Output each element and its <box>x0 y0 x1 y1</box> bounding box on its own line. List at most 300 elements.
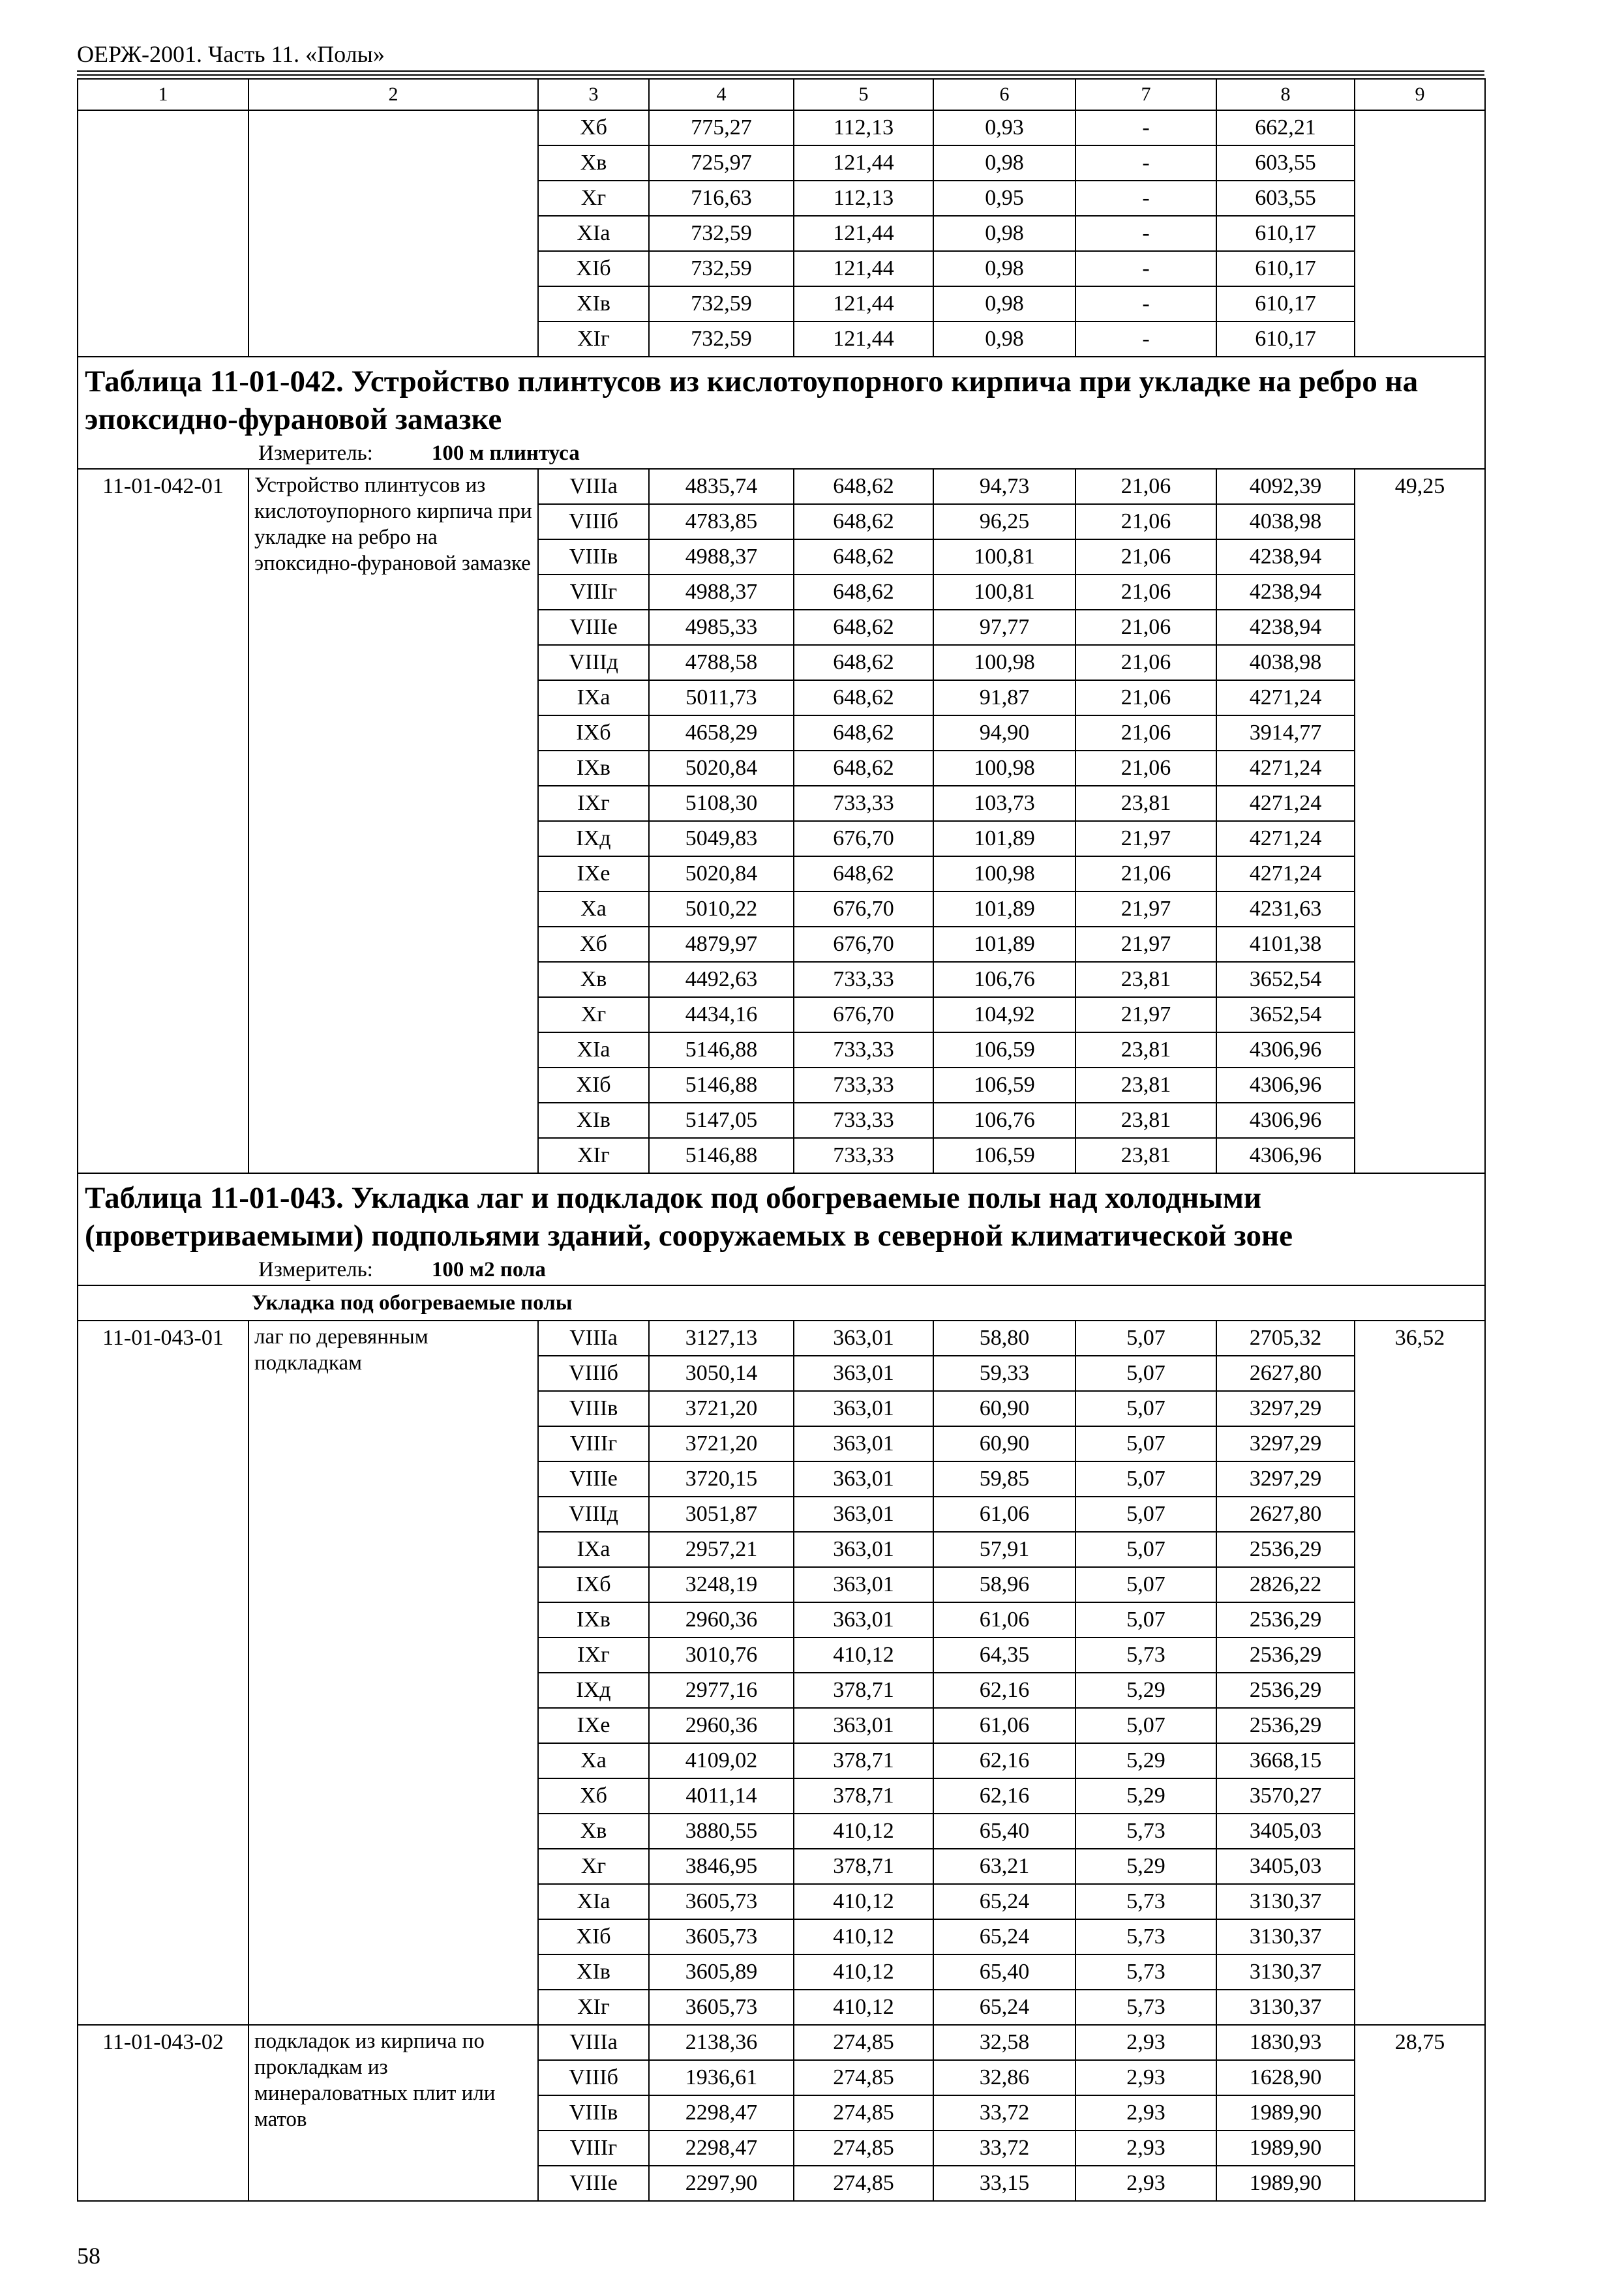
value-cell: 96,25 <box>933 504 1075 539</box>
value-cell: 2705,32 <box>1216 1321 1355 1356</box>
value-cell: 648,62 <box>794 539 933 575</box>
value-cell: 3130,37 <box>1216 1884 1355 1919</box>
value-cell: 3130,37 <box>1216 1990 1355 2025</box>
value-cell: 33,72 <box>933 2131 1075 2166</box>
column-number: 1 <box>78 79 248 110</box>
value-cell: 94,90 <box>933 715 1075 751</box>
value-cell: 100,98 <box>933 856 1075 891</box>
value-cell: 65,40 <box>933 1954 1075 1990</box>
value-cell: 0,98 <box>933 145 1075 181</box>
value-cell: 3914,77 <box>1216 715 1355 751</box>
value-cell: 4783,85 <box>649 504 794 539</box>
code-cell <box>78 110 248 357</box>
value-cell: 648,62 <box>794 715 933 751</box>
value-cell: Xг <box>538 1849 649 1884</box>
value-cell: IXв <box>538 751 649 786</box>
value-cell: 5146,88 <box>649 1032 794 1068</box>
value-cell: 1628,90 <box>1216 2060 1355 2095</box>
value-cell: 21,06 <box>1075 715 1216 751</box>
value-cell: 0,98 <box>933 322 1075 357</box>
value-cell: XIа <box>538 1884 649 1919</box>
value-cell: 5,07 <box>1075 1391 1216 1426</box>
value-cell: 4306,96 <box>1216 1032 1355 1068</box>
item-code: 11-01-043-02 <box>78 2025 248 2201</box>
value-cell: 3130,37 <box>1216 1954 1355 1990</box>
value-cell: 32,58 <box>933 2025 1075 2060</box>
value-cell: 676,70 <box>794 927 933 962</box>
item-description: лаг по деревянным подкладкам <box>248 1321 538 2025</box>
value-cell: VIIIг <box>538 1426 649 1461</box>
value-cell: 5,07 <box>1075 1321 1216 1356</box>
value-cell: XIг <box>538 1990 649 2025</box>
item-col9: 28,75 <box>1355 2025 1485 2201</box>
value-cell: - <box>1075 216 1216 251</box>
value-cell: 410,12 <box>794 1638 933 1673</box>
value-cell: 2960,36 <box>649 1708 794 1743</box>
value-cell: 121,44 <box>794 286 933 322</box>
value-cell: 57,91 <box>933 1532 1075 1567</box>
value-cell: VIIIд <box>538 1497 649 1532</box>
value-cell: 363,01 <box>794 1532 933 1567</box>
value-cell: 4306,96 <box>1216 1103 1355 1138</box>
value-cell: IXг <box>538 1638 649 1673</box>
value-cell: 65,24 <box>933 1990 1075 2025</box>
value-cell: 3605,73 <box>649 1990 794 2025</box>
value-cell: 32,86 <box>933 2060 1075 2095</box>
column-number: 9 <box>1355 79 1485 110</box>
table-title: Таблица 11-01-042. Устройство плинтусов из кислотоупорного кирпича при укладке на ребро на эпоксидно-фурановой замазке <box>85 365 1419 436</box>
value-cell: 5,07 <box>1075 1426 1216 1461</box>
value-cell: 59,85 <box>933 1461 1075 1497</box>
value-cell: 274,85 <box>794 2095 933 2131</box>
value-cell: IXб <box>538 715 649 751</box>
value-cell: 378,71 <box>794 1849 933 1884</box>
value-cell: 1936,61 <box>649 2060 794 2095</box>
value-cell: VIIIб <box>538 1356 649 1391</box>
value-cell: 2,93 <box>1075 2060 1216 2095</box>
value-cell: VIIIе <box>538 610 649 645</box>
value-cell: 5,29 <box>1075 1849 1216 1884</box>
unit-line <box>85 1255 1478 1285</box>
value-cell: XIг <box>538 322 649 357</box>
value-cell: 21,06 <box>1075 645 1216 680</box>
value-cell: 378,71 <box>794 1673 933 1708</box>
value-cell: 378,71 <box>794 1778 933 1814</box>
value-cell: 21,97 <box>1075 997 1216 1032</box>
value-cell: 21,06 <box>1075 575 1216 610</box>
value-cell: 106,59 <box>933 1032 1075 1068</box>
value-cell: 4038,98 <box>1216 645 1355 680</box>
value-cell: 1989,90 <box>1216 2131 1355 2166</box>
header-rule-2 <box>77 74 1484 76</box>
value-cell: IXг <box>538 786 649 821</box>
value-cell: 4238,94 <box>1216 575 1355 610</box>
value-cell: 5020,84 <box>649 751 794 786</box>
value-cell: 21,06 <box>1075 610 1216 645</box>
value-cell: 732,59 <box>649 322 794 357</box>
value-cell: 5,73 <box>1075 1954 1216 1990</box>
value-cell: 21,06 <box>1075 856 1216 891</box>
value-cell: 610,17 <box>1216 322 1355 357</box>
value-cell: 4306,96 <box>1216 1138 1355 1173</box>
table-title: Таблица 11-01-043. Укладка лаг и подкладок под обогреваемые полы над холодными (проветриваемыми) подпольями зданий, сооружаемых в северной климатической зоне <box>85 1181 1293 1253</box>
value-cell: 4835,74 <box>649 469 794 504</box>
value-cell: 5,29 <box>1075 1673 1216 1708</box>
value-cell: 5146,88 <box>649 1068 794 1103</box>
value-cell: 363,01 <box>794 1426 933 1461</box>
value-cell: 3652,54 <box>1216 962 1355 997</box>
rates-table-body <box>78 79 1485 2201</box>
value-cell: 3605,89 <box>649 1954 794 1990</box>
value-cell: 648,62 <box>794 575 933 610</box>
value-cell: 648,62 <box>794 680 933 715</box>
value-cell: 363,01 <box>794 1321 933 1356</box>
value-cell: 5,73 <box>1075 1990 1216 2025</box>
value-cell: XIб <box>538 1919 649 1954</box>
value-cell: 2138,36 <box>649 2025 794 2060</box>
value-cell: 2536,29 <box>1216 1532 1355 1567</box>
value-cell: 61,06 <box>933 1708 1075 1743</box>
value-cell: 2536,29 <box>1216 1602 1355 1638</box>
value-cell: 5,07 <box>1075 1356 1216 1391</box>
value-cell: 610,17 <box>1216 251 1355 286</box>
header-rule <box>77 70 1484 72</box>
value-cell: 733,33 <box>794 1068 933 1103</box>
value-cell: XIг <box>538 1138 649 1173</box>
value-cell: Xв <box>538 962 649 997</box>
value-cell: 648,62 <box>794 610 933 645</box>
value-cell: 5,07 <box>1075 1567 1216 1602</box>
unit-value: 100 м2 пола <box>431 1258 546 1281</box>
value-cell: 363,01 <box>794 1391 933 1426</box>
value-cell: 410,12 <box>794 1884 933 1919</box>
value-cell: 23,81 <box>1075 1103 1216 1138</box>
value-cell: 2977,16 <box>649 1673 794 1708</box>
value-cell: 5,73 <box>1075 1638 1216 1673</box>
value-cell: 3010,76 <box>649 1638 794 1673</box>
value-cell: 5146,88 <box>649 1138 794 1173</box>
value-cell: 91,87 <box>933 680 1075 715</box>
value-cell: IXд <box>538 821 649 856</box>
value-cell: 121,44 <box>794 145 933 181</box>
value-cell: 610,17 <box>1216 286 1355 322</box>
value-cell: 5147,05 <box>649 1103 794 1138</box>
value-cell: 3605,73 <box>649 1884 794 1919</box>
value-cell: 2,93 <box>1075 2166 1216 2201</box>
value-cell: 410,12 <box>794 1919 933 1954</box>
value-cell: 4271,24 <box>1216 786 1355 821</box>
value-cell: 363,01 <box>794 1708 933 1743</box>
value-cell: 3570,27 <box>1216 1778 1355 1814</box>
value-cell: 4879,97 <box>649 927 794 962</box>
value-cell: 21,97 <box>1075 891 1216 927</box>
table-title-row <box>78 1173 1485 1285</box>
value-cell: 3297,29 <box>1216 1461 1355 1497</box>
value-cell: VIIIд <box>538 645 649 680</box>
column-number: 8 <box>1216 79 1355 110</box>
value-cell: 5,73 <box>1075 1884 1216 1919</box>
value-cell: 5,29 <box>1075 1778 1216 1814</box>
value-cell: 363,01 <box>794 1567 933 1602</box>
value-cell: XIв <box>538 286 649 322</box>
value-cell: VIIIе <box>538 2166 649 2201</box>
value-cell: 2536,29 <box>1216 1638 1355 1673</box>
value-cell: 121,44 <box>794 322 933 357</box>
value-cell: 104,92 <box>933 997 1075 1032</box>
value-cell: 3050,14 <box>649 1356 794 1391</box>
value-cell: 5049,83 <box>649 821 794 856</box>
value-cell: Xв <box>538 1814 649 1849</box>
value-cell: 648,62 <box>794 469 933 504</box>
value-cell: 378,71 <box>794 1743 933 1778</box>
table-title-row <box>78 357 1485 469</box>
value-cell: IXе <box>538 1708 649 1743</box>
value-cell: 2536,29 <box>1216 1708 1355 1743</box>
value-cell: 410,12 <box>794 1814 933 1849</box>
value-cell: XIв <box>538 1954 649 1990</box>
value-cell: 363,01 <box>794 1497 933 1532</box>
value-cell: 732,59 <box>649 251 794 286</box>
value-cell: VIIIа <box>538 1321 649 1356</box>
value-cell: 3405,03 <box>1216 1849 1355 1884</box>
value-cell: 2627,80 <box>1216 1356 1355 1391</box>
value-cell: 23,81 <box>1075 1138 1216 1173</box>
value-cell: 4092,39 <box>1216 469 1355 504</box>
value-cell: 4238,94 <box>1216 610 1355 645</box>
value-cell: 363,01 <box>794 1602 933 1638</box>
value-cell: 21,06 <box>1075 751 1216 786</box>
value-cell: 3405,03 <box>1216 1814 1355 1849</box>
value-cell: 5010,22 <box>649 891 794 927</box>
value-cell: 62,16 <box>933 1778 1075 1814</box>
value-cell: - <box>1075 286 1216 322</box>
table-title-cell <box>78 357 1485 469</box>
value-cell: 363,01 <box>794 1461 933 1497</box>
value-cell: Xг <box>538 181 649 216</box>
value-cell: 21,06 <box>1075 504 1216 539</box>
value-cell: 4988,37 <box>649 575 794 610</box>
value-cell: 4271,24 <box>1216 856 1355 891</box>
table-title-cell <box>78 1173 1485 1285</box>
value-cell: 4306,96 <box>1216 1068 1355 1103</box>
value-cell: VIIIг <box>538 575 649 610</box>
value-cell: 23,81 <box>1075 1068 1216 1103</box>
value-cell: VIIIа <box>538 2025 649 2060</box>
value-cell: XIв <box>538 1103 649 1138</box>
value-cell: 4101,38 <box>1216 927 1355 962</box>
value-cell: 0,98 <box>933 251 1075 286</box>
value-cell: 5,07 <box>1075 1461 1216 1497</box>
value-cell: 4271,24 <box>1216 751 1355 786</box>
value-cell: 21,97 <box>1075 821 1216 856</box>
value-cell: 100,98 <box>933 751 1075 786</box>
value-cell: 4271,24 <box>1216 821 1355 856</box>
value-cell: IXд <box>538 1673 649 1708</box>
value-cell: VIIIа <box>538 469 649 504</box>
value-cell: 106,76 <box>933 1103 1075 1138</box>
value-cell: 733,33 <box>794 786 933 821</box>
value-cell: 4492,63 <box>649 962 794 997</box>
value-cell: IXа <box>538 680 649 715</box>
value-cell: XIа <box>538 216 649 251</box>
value-cell: 363,01 <box>794 1356 933 1391</box>
value-cell: 733,33 <box>794 1103 933 1138</box>
value-cell: - <box>1075 181 1216 216</box>
value-cell: 2,93 <box>1075 2025 1216 2060</box>
value-cell: 2826,22 <box>1216 1567 1355 1602</box>
value-cell: 5020,84 <box>649 856 794 891</box>
value-cell: 2536,29 <box>1216 1673 1355 1708</box>
value-cell: 3297,29 <box>1216 1426 1355 1461</box>
value-cell: 274,85 <box>794 2060 933 2095</box>
value-cell: 3248,19 <box>649 1567 794 1602</box>
value-cell: 5,73 <box>1075 1919 1216 1954</box>
value-cell: 0,98 <box>933 216 1075 251</box>
value-cell: 64,35 <box>933 1638 1075 1673</box>
value-cell: XIб <box>538 251 649 286</box>
value-cell: 3668,15 <box>1216 1743 1355 1778</box>
value-cell: VIIIг <box>538 2131 649 2166</box>
table-row <box>78 110 1485 145</box>
value-cell: 3297,29 <box>1216 1391 1355 1426</box>
value-cell: 716,63 <box>649 181 794 216</box>
value-cell: 100,81 <box>933 575 1075 610</box>
value-cell: 4109,02 <box>649 1743 794 1778</box>
value-cell: 3605,73 <box>649 1919 794 1954</box>
value-cell: 60,90 <box>933 1391 1075 1426</box>
item-code: 11-01-043-01 <box>78 1321 248 2025</box>
value-cell: IXв <box>538 1602 649 1638</box>
value-cell: 4658,29 <box>649 715 794 751</box>
value-cell: 5108,30 <box>649 786 794 821</box>
value-cell: 23,81 <box>1075 1032 1216 1068</box>
table-row <box>78 469 1485 504</box>
value-cell: 101,89 <box>933 927 1075 962</box>
value-cell: 2,93 <box>1075 2095 1216 2131</box>
value-cell: 3721,20 <box>649 1391 794 1426</box>
value-cell: 3720,15 <box>649 1461 794 1497</box>
column-number-row <box>78 79 1485 110</box>
value-cell: 274,85 <box>794 2131 933 2166</box>
value-cell: 0,98 <box>933 286 1075 322</box>
value-cell: 58,80 <box>933 1321 1075 1356</box>
value-cell: 2960,36 <box>649 1602 794 1638</box>
value-cell: 23,81 <box>1075 786 1216 821</box>
value-cell: 603,55 <box>1216 181 1355 216</box>
value-cell: - <box>1075 251 1216 286</box>
value-cell: 33,15 <box>933 2166 1075 2201</box>
value-cell: 5,07 <box>1075 1497 1216 1532</box>
value-cell: Xб <box>538 110 649 145</box>
value-cell: 775,27 <box>649 110 794 145</box>
column-number: 7 <box>1075 79 1216 110</box>
value-cell: 732,59 <box>649 286 794 322</box>
value-cell: 121,44 <box>794 251 933 286</box>
value-cell: 274,85 <box>794 2025 933 2060</box>
value-cell: 23,81 <box>1075 962 1216 997</box>
value-cell: 60,90 <box>933 1426 1075 1461</box>
value-cell: 2298,47 <box>649 2095 794 2131</box>
value-cell: 274,85 <box>794 2166 933 2201</box>
value-cell: 112,13 <box>794 110 933 145</box>
value-cell: 725,97 <box>649 145 794 181</box>
value-cell: 4011,14 <box>649 1778 794 1814</box>
value-cell: - <box>1075 322 1216 357</box>
value-cell: 61,06 <box>933 1497 1075 1532</box>
value-cell: 2298,47 <box>649 2131 794 2166</box>
value-cell: 410,12 <box>794 1954 933 1990</box>
value-cell: VIIIб <box>538 2060 649 2095</box>
value-cell: 62,16 <box>933 1743 1075 1778</box>
value-cell: 21,06 <box>1075 469 1216 504</box>
value-cell: IXб <box>538 1567 649 1602</box>
value-cell: 733,33 <box>794 1138 933 1173</box>
value-cell: 5,07 <box>1075 1602 1216 1638</box>
value-cell: 121,44 <box>794 216 933 251</box>
value-cell: Xб <box>538 927 649 962</box>
value-cell: 4271,24 <box>1216 680 1355 715</box>
value-cell: 63,21 <box>933 1849 1075 1884</box>
value-cell: 58,96 <box>933 1567 1075 1602</box>
value-cell: 103,73 <box>933 786 1075 821</box>
value-cell: Xв <box>538 145 649 181</box>
table-row <box>78 1321 1485 1356</box>
value-cell: 21,06 <box>1075 539 1216 575</box>
value-cell: 65,24 <box>933 1884 1075 1919</box>
value-cell: 4788,58 <box>649 645 794 680</box>
value-cell: 610,17 <box>1216 216 1355 251</box>
value-cell: 33,72 <box>933 2095 1075 2131</box>
value-cell: 676,70 <box>794 997 933 1032</box>
value-cell: VIIIб <box>538 504 649 539</box>
column-number: 3 <box>538 79 649 110</box>
value-cell: 65,24 <box>933 1919 1075 1954</box>
value-cell: 3652,54 <box>1216 997 1355 1032</box>
value-cell: 4038,98 <box>1216 504 1355 539</box>
value-cell: VIIIв <box>538 539 649 575</box>
running-header: ОЕРЖ-2001. Часть 11. «Полы» <box>77 41 385 67</box>
value-cell: 410,12 <box>794 1990 933 2025</box>
unit-label: Измеритель: <box>258 441 373 465</box>
value-cell: 4231,63 <box>1216 891 1355 927</box>
value-cell: 2,93 <box>1075 2131 1216 2166</box>
value-cell: Xа <box>538 1743 649 1778</box>
value-cell: 100,98 <box>933 645 1075 680</box>
value-cell: 3846,95 <box>649 1849 794 1884</box>
value-cell: 106,76 <box>933 962 1075 997</box>
value-cell: 5,73 <box>1075 1814 1216 1849</box>
value-cell: 676,70 <box>794 821 933 856</box>
item-code: 11-01-042-01 <box>78 469 248 1173</box>
value-cell: 3130,37 <box>1216 1919 1355 1954</box>
value-cell: 5011,73 <box>649 680 794 715</box>
page-number: 58 <box>77 2243 100 2269</box>
rates-table <box>77 78 1486 2202</box>
value-cell: 112,13 <box>794 181 933 216</box>
value-cell: 62,16 <box>933 1673 1075 1708</box>
value-cell: 4238,94 <box>1216 539 1355 575</box>
value-cell: VIIIв <box>538 1391 649 1426</box>
value-cell: 3051,87 <box>649 1497 794 1532</box>
value-cell: 648,62 <box>794 856 933 891</box>
value-cell: 1989,90 <box>1216 2166 1355 2201</box>
value-cell: 101,89 <box>933 891 1075 927</box>
item-col9: 36,52 <box>1355 1321 1485 2025</box>
column-number: 4 <box>649 79 794 110</box>
value-cell: 732,59 <box>649 216 794 251</box>
value-cell: 94,73 <box>933 469 1075 504</box>
value-cell: 2297,90 <box>649 2166 794 2201</box>
